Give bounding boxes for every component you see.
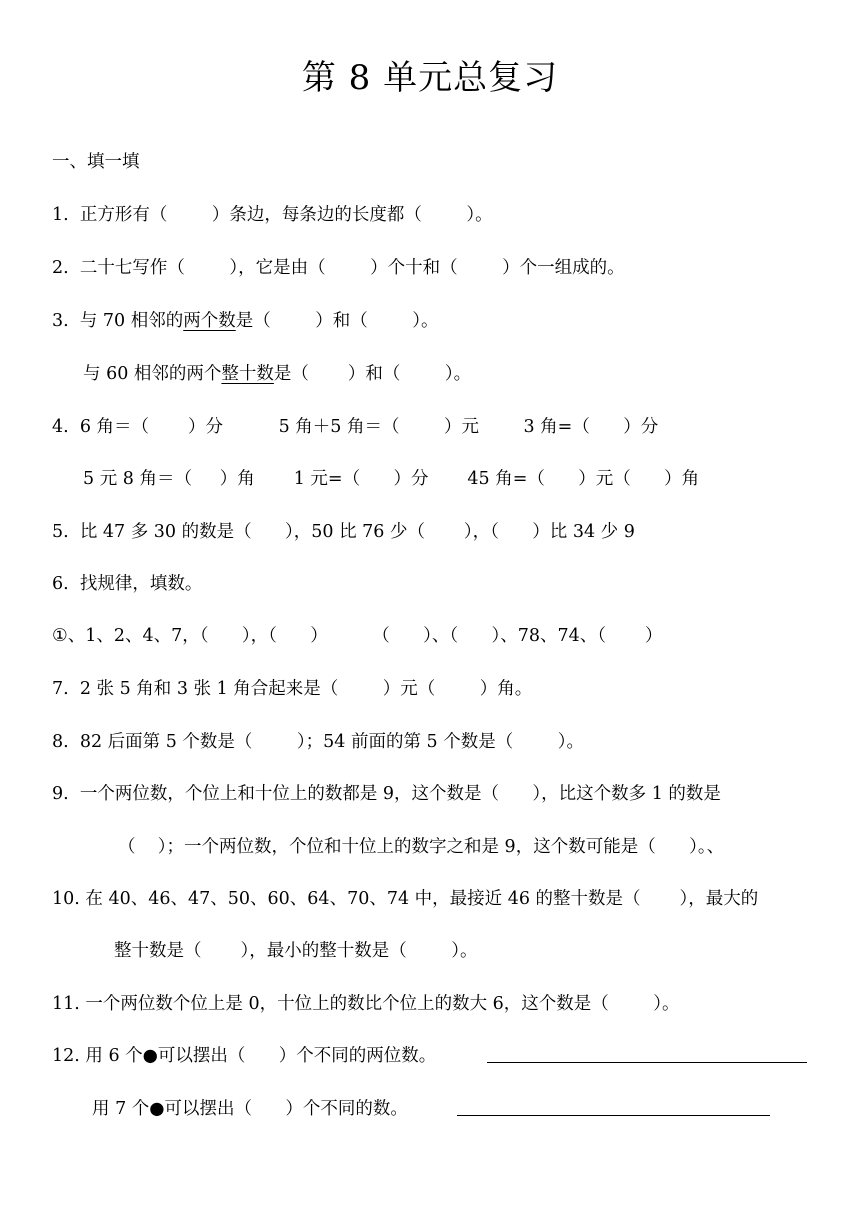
section-heading: 一、填一填 — [52, 152, 140, 172]
question-3-line-1 — [52, 308, 438, 334]
question-5: 5. 比 47 多 30 的数是（ ），50 比 76 少（ ），（ ）比 34 少 9 — [52, 522, 635, 542]
answer-line[interactable] — [457, 1115, 770, 1116]
question-4-line-2: 5 元 8 角＝（ ）角 1 元=（ ）分 45 角=（ ）元（ ）角 — [83, 469, 700, 489]
question-10-line-1: 10. 在 40、46、47、50、60、64、70、74 中，最接近 46 的整十数是（ ），最大的 — [52, 889, 759, 909]
question-7: 7. 2 张 5 角和 3 张 1 角合起来是（ ）元（ ）角。 — [52, 679, 533, 699]
question-11: 11. 一个两位数个位上是 0，十位上的数比个位上的数大 6，这个数是（ ）。 — [52, 994, 680, 1014]
question-3-text: 3. 与 70 相邻的 — [52, 311, 184, 331]
question-3-text: 与 60 相邻的两个 — [83, 364, 222, 384]
question-9-line-2: （ ）；一个两位数，个位和十位上的数字之和是 9，这个数可能是（ ）。、 — [118, 837, 725, 857]
question-4-line-1: 4. 6 角＝（ ）分 5 角＋5 角＝（ ）元 3 角=（ ）分 — [52, 417, 659, 437]
question-9-line-1: 9. 一个两位数，个位上和十位上的数都是 9，这个数是（ ），比这个数多 1 的数是 — [52, 784, 721, 804]
question-3-line-2 — [83, 361, 471, 387]
question-3-blanks: 是（ ）和（ ）。 — [273, 364, 472, 384]
question-2: 2. 二十七写作（ ），它是由（ ）个十和（ ）个一组成的。 — [52, 258, 625, 278]
question-12-line-2: 用 7 个●可以摆出（ ）个不同的数。 — [92, 1099, 408, 1119]
question-3-blanks: 是（ ）和（ ）。 — [235, 311, 439, 331]
answer-line[interactable] — [487, 1062, 807, 1063]
question-12-line-1: 12. 用 6 个●可以摆出（ ）个不同的两位数。 — [52, 1046, 437, 1066]
underlined-term: 整十数 — [221, 364, 274, 384]
question-10-line-2: 整十数是（ ），最小的整十数是（ ）。 — [114, 941, 478, 961]
question-6: 6. 找规律，填数。 — [52, 574, 203, 594]
question-1: 1. 正方形有（ ）条边，每条边的长度都（ ）。 — [52, 205, 493, 225]
question-8: 8. 82 后面第 5 个数是（ ）；54 前面的第 5 个数是（ ）。 — [52, 732, 585, 752]
underlined-term: 两个数 — [183, 311, 236, 331]
question-6-sequence: ①、1、2、4、7，（ ），（ ） （ ）、（ ）、78、74、（ ） — [52, 626, 663, 646]
page-title: 第 8 单元总复习 — [301, 58, 559, 98]
